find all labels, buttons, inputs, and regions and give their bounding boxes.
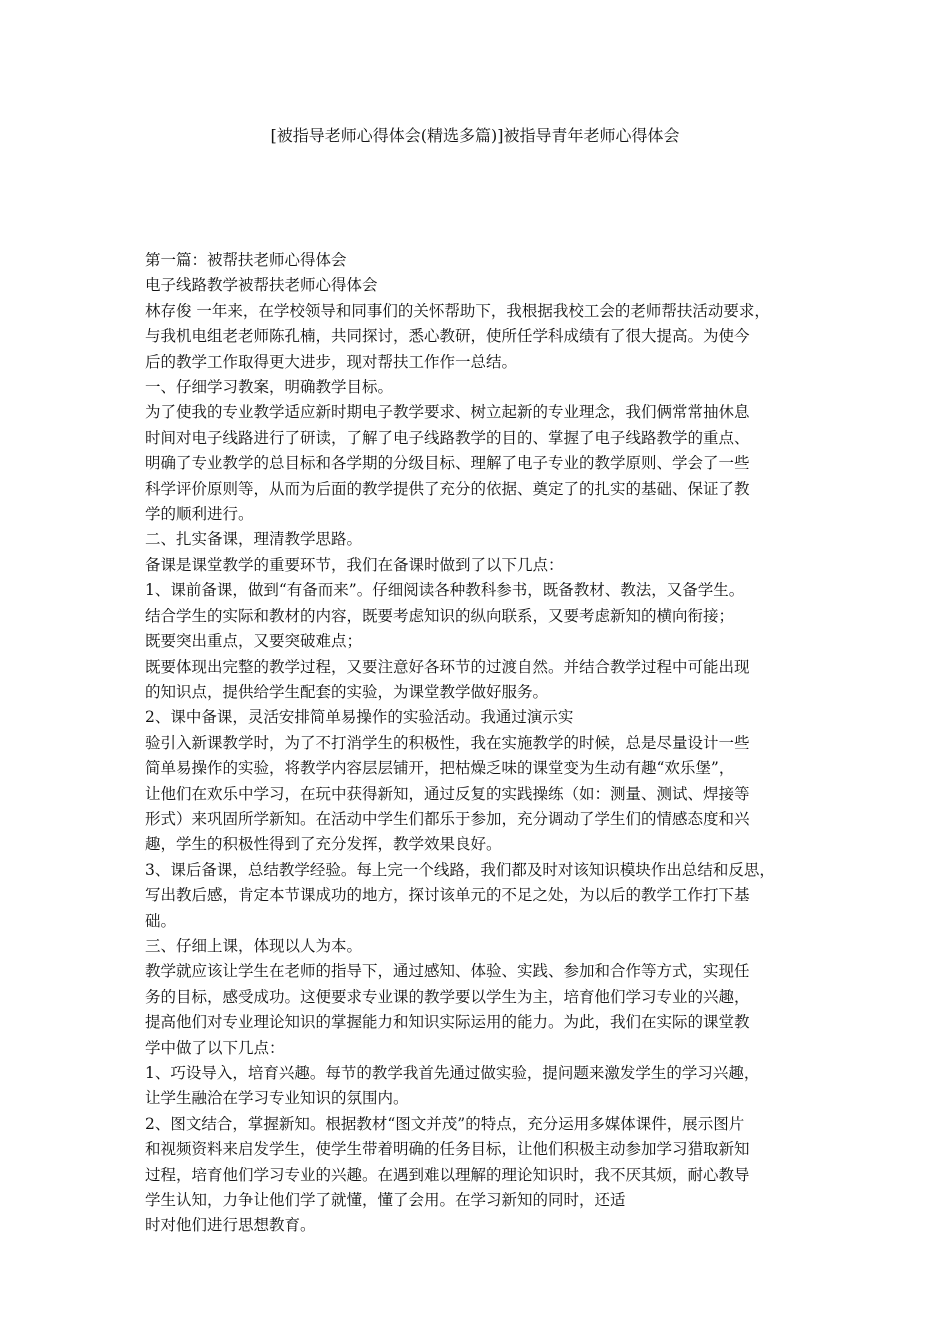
body-line: 为了使我的专业教学适应新时期电子教学要求、树立起新的专业理念，我们俩常常抽休息 xyxy=(145,403,750,422)
body-line: 验引入新课教学时，为了不打消学生的积极性，我在实施教学的时候，总是尽量设计一些 xyxy=(145,733,750,752)
body-line: 1、课前备课，做到“有备而来”。仔细阅读各种教科参书，既备教材、教法，又备学生。 xyxy=(145,581,745,600)
body-line: 备课是课堂教学的重要环节，我们在备课时做到了以下几点： xyxy=(145,555,564,574)
body-line: 务的目标，感受成功。这便要求专业课的教学要以学生为主，培育他们学习专业的兴趣， xyxy=(145,987,750,1006)
body-line: 林存俊 一年来，在学校领导和同事们的关怀帮助下，我根据我校工会的老师帮扶活动要求， xyxy=(145,301,770,320)
body-line: 教学就应该让学生在老师的指导下，通过感知、体验、实践、参加和合作等方式，实现任 xyxy=(145,962,750,981)
body-line: 2、图文结合，掌握新知。根据教材“图文并茂”的特点，充分运用多媒体课件，展示图片 xyxy=(145,1114,745,1133)
section-heading: 二、扎实备课，理清教学思路。 xyxy=(145,530,363,549)
body-line: 科学评价原则等，从而为后面的教学提供了充分的依据、奠定了的扎实的基础、保证了教 xyxy=(145,479,750,498)
body-line: 和视频资料来启发学生，使学生带着明确的任务目标，让他们积极主动参加学习猎取新知 xyxy=(145,1140,750,1159)
body-line: 学生认知，力争让他们学了就懂，懂了会用。在学习新知的同时，还适 xyxy=(145,1191,626,1210)
document-body xyxy=(145,248,815,1239)
body-line: 让他们在欢乐中学习，在玩中获得新知，通过反复的实践操练（如：测量、测试、焊接等 xyxy=(145,784,750,803)
body-line: 2、课中备课，灵活安排简单易操作的实验活动。我通过演示实 xyxy=(145,708,574,727)
body-line: 趣，学生的积极性得到了充分发挥，教学效果良好。 xyxy=(145,835,502,854)
body-line: 提高他们对专业理论知识的掌握能力和知识实际运用的能力。为此，我们在实际的课堂教 xyxy=(145,1013,750,1032)
body-line: 1、巧设导入，培育兴趣。每节的教学我首先通过做实验，提问题来激发学生的学习兴趣， xyxy=(145,1064,760,1082)
article-title: 电子线路教学被帮扶老师心得体会 xyxy=(145,276,378,295)
body-line: 与我机电组老老师陈孔楠，共同探讨，悉心教研，使所任学科成绩有了很大提高。为使今 xyxy=(145,327,750,346)
body-line: 时间对电子线路进行了研读，了解了电子线路教学的目的、掌握了电子线路教学的重点、 xyxy=(145,428,750,447)
section-heading: 一、仔细学习教案，明确教学目标。 xyxy=(145,378,394,397)
section-heading: 第一篇：被帮扶老师心得体会 xyxy=(145,251,347,269)
body-line: 时对他们进行思想教育。 xyxy=(145,1216,316,1235)
body-line: 明确了专业教学的总目标和各学期的分级目标、理解了电子专业的教学原则、学会了一些 xyxy=(145,454,750,473)
body-line: 形式）来巩固所学新知。在活动中学生们都乐于参加，充分调动了学生们的情感态度和兴 xyxy=(145,809,750,828)
body-line: 既要体现出完整的教学过程，又要注意好各环节的过渡自然。并结合教学过程中可能出现 xyxy=(145,657,750,676)
document-title: [被指导老师心得体会(精选多篇)]被指导青年老师心得体会 xyxy=(270,126,680,145)
body-line: 既要突出重点，又要突破难点； xyxy=(145,632,363,651)
body-line: 学的顺利进行。 xyxy=(145,505,254,524)
body-line: 的知识点，提供给学生配套的实验，为课堂教学做好服务。 xyxy=(145,682,549,701)
body-line: 写出教后感，肯定本节课成功的地方，探讨该单元的不足之处，为以后的教学工作打下基 xyxy=(145,886,750,905)
body-line: 3、课后备课，总结教学经验。每上完一个线路，我们都及时对该知识模块作出总结和反思， xyxy=(145,860,775,879)
section-heading: 三、仔细上课，体现以人为本。 xyxy=(145,936,363,955)
body-line: 后的教学工作取得更大进步，现对帮扶工作作一总结。 xyxy=(145,352,518,371)
body-line: 让学生融洽在学习专业知识的氛围内。 xyxy=(145,1089,409,1108)
body-line: 础。 xyxy=(145,911,177,930)
body-line: 学中做了以下几点： xyxy=(145,1038,285,1057)
body-line: 过程，培育他们学习专业的兴趣。在遇到难以理解的理论知识时，我不厌其烦，耐心教导 xyxy=(145,1165,750,1184)
body-line: 结合学生的实际和教材的内容，既要考虑知识的纵向联系，又要考虑新知的横向衔接； xyxy=(145,606,735,625)
body-line: 简单易操作的实验，将教学内容层层铺开，把枯燥乏味的课堂变为生动有趣“欢乐堡”， xyxy=(145,759,735,778)
